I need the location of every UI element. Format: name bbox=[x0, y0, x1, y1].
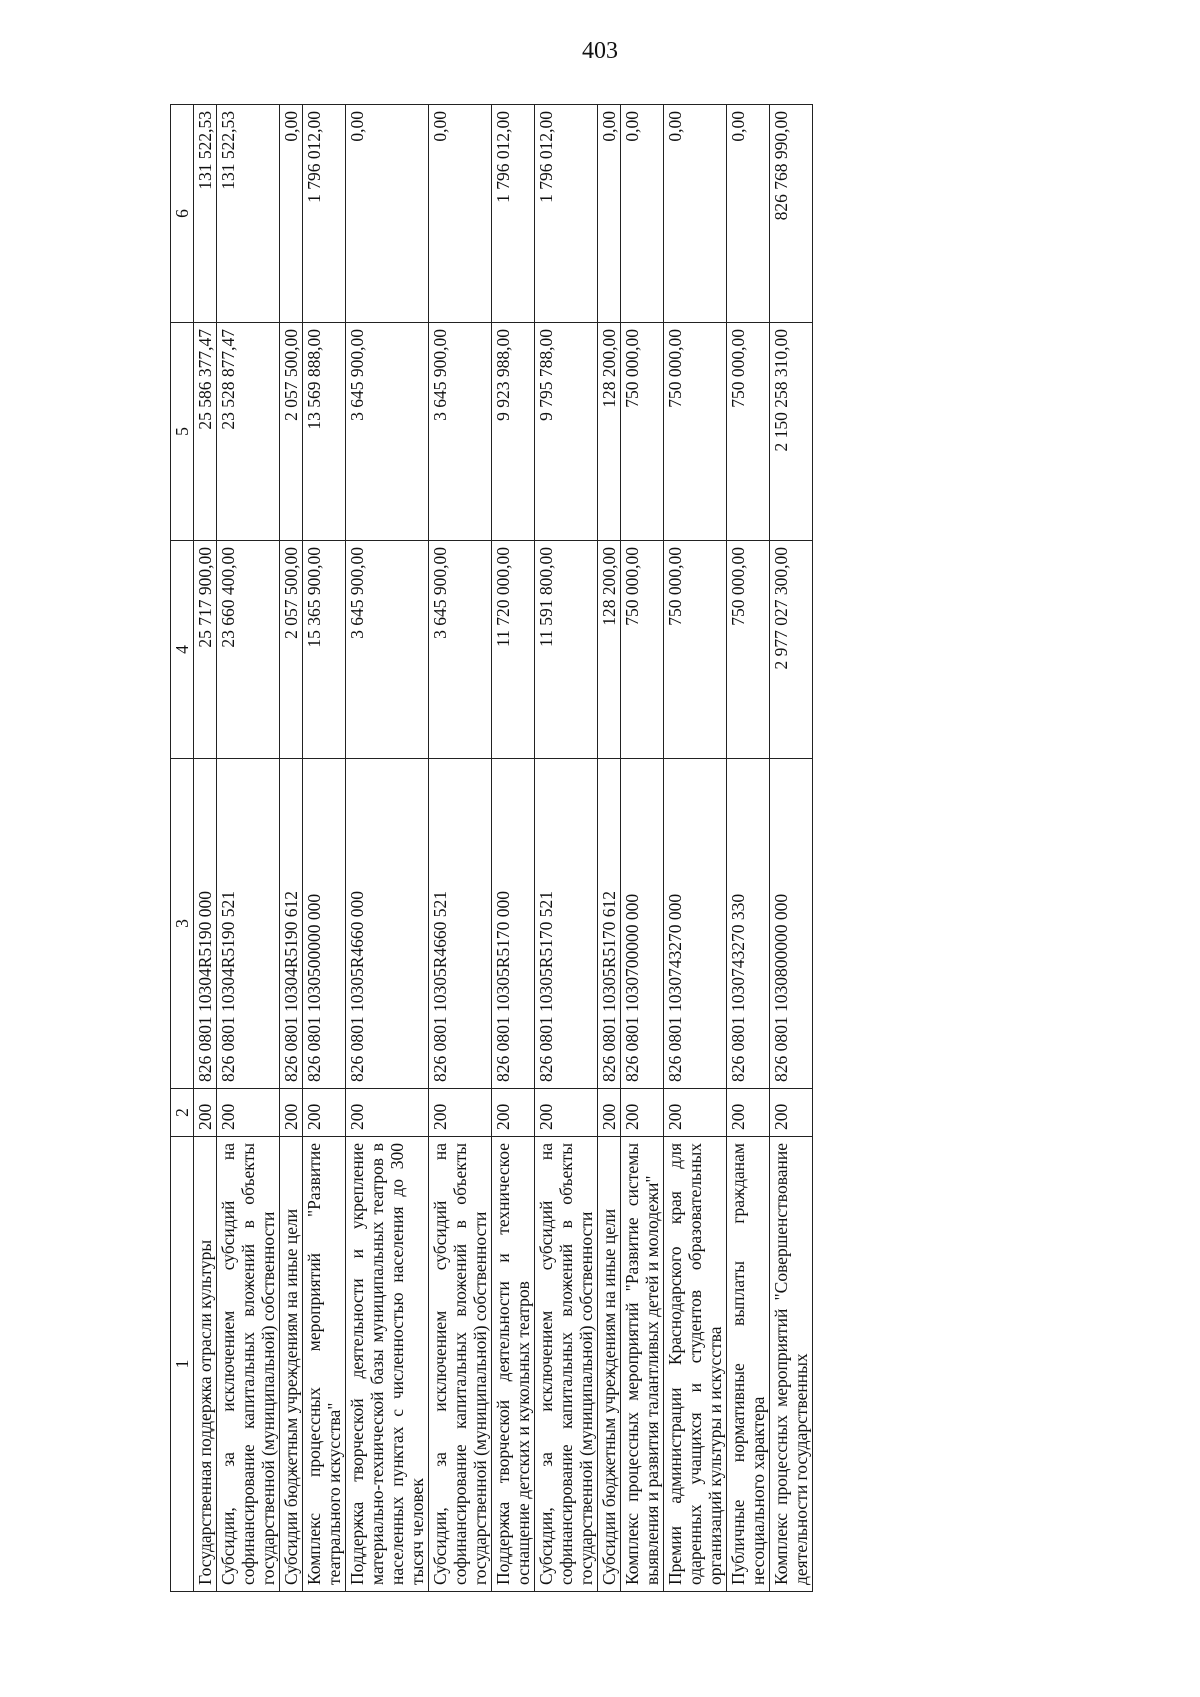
row-value-cell: 826 768 990,00 bbox=[770, 105, 813, 323]
row-name-cell: Комплекс процессных мероприятий "Развитие системы выявления и развития талантливых детей и молодежи" bbox=[621, 1137, 664, 1592]
column-header: 3 bbox=[171, 759, 194, 1089]
table-row bbox=[535, 105, 598, 1592]
row-value-cell: 9 923 988,00 bbox=[492, 323, 535, 541]
row-type-cell: 200 bbox=[492, 1089, 535, 1137]
row-value-cell: 2 150 258 310,00 bbox=[770, 323, 813, 541]
table-row bbox=[280, 105, 303, 1592]
column-header: 1 bbox=[171, 1137, 194, 1592]
budget-table-rotated bbox=[170, 105, 1120, 1592]
table-body bbox=[171, 105, 813, 1592]
row-value-cell: 750 000,00 bbox=[664, 541, 727, 759]
row-code-cell: 826 0801 1030743270 330 bbox=[727, 759, 770, 1089]
row-value-cell: 23 528 877,47 bbox=[217, 323, 280, 541]
row-type-cell: 200 bbox=[346, 1089, 429, 1137]
row-type-cell: 200 bbox=[535, 1089, 598, 1137]
row-value-cell: 25 586 377,47 bbox=[194, 323, 217, 541]
table-row bbox=[770, 105, 813, 1592]
row-code-cell: 826 0801 10304R5190 000 bbox=[194, 759, 217, 1089]
row-name-cell: Поддержка творческой деятельности и техническое оснащение детских и кукольных театров bbox=[492, 1137, 535, 1592]
row-value-cell: 25 717 900,00 bbox=[194, 541, 217, 759]
row-type-cell: 200 bbox=[598, 1089, 621, 1137]
row-value-cell: 1 796 012,00 bbox=[492, 105, 535, 323]
row-type-cell: 200 bbox=[280, 1089, 303, 1137]
row-value-cell: 2 057 500,00 bbox=[280, 323, 303, 541]
row-type-cell: 200 bbox=[217, 1089, 280, 1137]
row-value-cell: 0,00 bbox=[429, 105, 492, 323]
row-value-cell: 128 200,00 bbox=[598, 541, 621, 759]
row-value-cell: 3 645 900,00 bbox=[429, 541, 492, 759]
row-type-cell: 200 bbox=[727, 1089, 770, 1137]
row-type-cell: 200 bbox=[194, 1089, 217, 1137]
row-name-cell: Субсидии бюджетным учреждениям на иные цели bbox=[280, 1137, 303, 1592]
table-row bbox=[346, 105, 429, 1592]
row-name-cell: Премии администрации Краснодарского края для одаренных учащихся и студентов образовательных организаций культуры и искусства bbox=[664, 1137, 727, 1592]
row-code-cell: 826 0801 10304R5190 521 bbox=[217, 759, 280, 1089]
column-header: 5 bbox=[171, 323, 194, 541]
row-value-cell: 750 000,00 bbox=[664, 323, 727, 541]
table-row bbox=[429, 105, 492, 1592]
table-row bbox=[598, 105, 621, 1592]
row-value-cell: 0,00 bbox=[621, 105, 664, 323]
row-value-cell: 15 365 900,00 bbox=[303, 541, 346, 759]
row-type-cell: 200 bbox=[770, 1089, 813, 1137]
row-type-cell: 200 bbox=[621, 1089, 664, 1137]
row-name-cell: Поддержка творческой деятельности и укрепление материально-технической базы муниципальных театров в населенных пунктах с численностью населения до 300 тысяч человек bbox=[346, 1137, 429, 1592]
row-value-cell: 131 522,53 bbox=[217, 105, 280, 323]
table-row bbox=[303, 105, 346, 1592]
row-name-cell: Комплекс процессных мероприятий "Развитие театрального искусства" bbox=[303, 1137, 346, 1592]
row-value-cell: 750 000,00 bbox=[621, 541, 664, 759]
row-value-cell: 0,00 bbox=[598, 105, 621, 323]
row-value-cell: 2 977 027 300,00 bbox=[770, 541, 813, 759]
row-value-cell: 13 569 888,00 bbox=[303, 323, 346, 541]
row-type-cell: 200 bbox=[664, 1089, 727, 1137]
row-value-cell: 131 522,53 bbox=[194, 105, 217, 323]
row-value-cell: 0,00 bbox=[280, 105, 303, 323]
row-code-cell: 826 0801 10305R5170 521 bbox=[535, 759, 598, 1089]
row-code-cell: 826 0801 10305R4660 000 bbox=[346, 759, 429, 1089]
table-row bbox=[621, 105, 664, 1592]
table-row bbox=[664, 105, 727, 1592]
row-value-cell: 3 645 900,00 bbox=[429, 323, 492, 541]
row-name-cell: Субсидии, за исключением субсидий на софинансирование капитальных вложений в объекты государственной (муниципальной) собственности bbox=[535, 1137, 598, 1592]
row-value-cell: 9 795 788,00 bbox=[535, 323, 598, 541]
row-value-cell: 1 796 012,00 bbox=[535, 105, 598, 323]
row-type-cell: 200 bbox=[429, 1089, 492, 1137]
row-code-cell: 826 0801 1030800000 000 bbox=[770, 759, 813, 1089]
row-code-cell: 826 0801 10305R5170 612 bbox=[598, 759, 621, 1089]
row-value-cell: 750 000,00 bbox=[727, 323, 770, 541]
row-value-cell: 750 000,00 bbox=[621, 323, 664, 541]
budget-table bbox=[170, 104, 813, 1592]
row-code-cell: 826 0801 1030500000 000 bbox=[303, 759, 346, 1089]
table-row bbox=[492, 105, 535, 1592]
row-name-cell: Субсидии бюджетным учреждениям на иные цели bbox=[598, 1137, 621, 1592]
row-code-cell: 826 0801 1030700000 000 bbox=[621, 759, 664, 1089]
row-type-cell: 200 bbox=[303, 1089, 346, 1137]
header-row bbox=[171, 105, 194, 1592]
row-value-cell: 3 645 900,00 bbox=[346, 541, 429, 759]
row-name-cell: Субсидии, за исключением субсидий на софинансирование капитальных вложений в объекты государственной (муниципальной) собственности bbox=[429, 1137, 492, 1592]
row-value-cell: 1 796 012,00 bbox=[303, 105, 346, 323]
row-code-cell: 826 0801 10305R5170 000 bbox=[492, 759, 535, 1089]
table-row bbox=[727, 105, 770, 1592]
row-value-cell: 11 591 800,00 bbox=[535, 541, 598, 759]
row-value-cell: 0,00 bbox=[727, 105, 770, 323]
page-number: 403 bbox=[582, 38, 618, 64]
row-name-cell: Субсидии, за исключением субсидий на софинансирование капитальных вложений в объекты государственной (муниципальной) собственности bbox=[217, 1137, 280, 1592]
row-value-cell: 2 057 500,00 bbox=[280, 541, 303, 759]
row-value-cell: 750 000,00 bbox=[727, 541, 770, 759]
column-header: 4 bbox=[171, 541, 194, 759]
row-value-cell: 11 720 000,00 bbox=[492, 541, 535, 759]
row-value-cell: 23 660 400,00 bbox=[217, 541, 280, 759]
row-name-cell: Государственная поддержка отрасли культуры bbox=[194, 1137, 217, 1592]
row-name-cell: Комплекс процессных мероприятий "Совершенствование деятельности государственных bbox=[770, 1137, 813, 1592]
row-code-cell: 826 0801 10304R5190 612 bbox=[280, 759, 303, 1089]
row-code-cell: 826 0801 1030743270 000 bbox=[664, 759, 727, 1089]
row-value-cell: 128 200,00 bbox=[598, 323, 621, 541]
table-row bbox=[217, 105, 280, 1592]
table-row bbox=[194, 105, 217, 1592]
row-value-cell: 0,00 bbox=[346, 105, 429, 323]
row-value-cell: 0,00 bbox=[664, 105, 727, 323]
column-header: 2 bbox=[171, 1089, 194, 1137]
row-code-cell: 826 0801 10305R4660 521 bbox=[429, 759, 492, 1089]
row-name-cell: Публичные нормативные выплаты гражданам несоциального характера bbox=[727, 1137, 770, 1592]
column-header: 6 bbox=[171, 105, 194, 323]
row-value-cell: 3 645 900,00 bbox=[346, 323, 429, 541]
